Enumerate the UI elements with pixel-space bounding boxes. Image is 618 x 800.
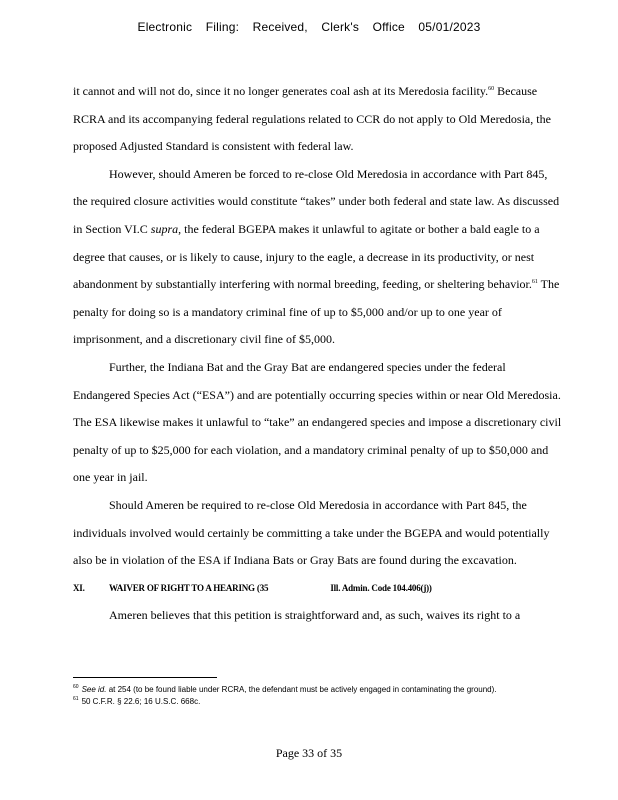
paragraph-text: Further, the Indiana Bat and the Gray Bat are endangered species under the federal Endangered Species Act (“ESA”) and are potentially occurring species within or near Old Meredosia. The ESA likewise makes it unlawful to “take” an endangered species and impose a discretionary civil penalty of up to $25,000 for each violation, and a mandatory criminal penalty of up to $50,000 and one year in jail.: [73, 359, 562, 485]
final-paragraph: Ameren believes that this petition is straightforward and, as such, waives its right to a: [109, 608, 521, 623]
section-heading: [73, 575, 563, 603]
footnote-divider: [73, 677, 217, 678]
footnote: [73, 696, 533, 707]
section-number: XI.: [73, 582, 85, 593]
footnote-number: 60: [73, 684, 79, 691]
body-paragraph: [73, 492, 563, 575]
body-paragraph: [73, 354, 563, 492]
footnote: [73, 684, 533, 695]
italic-text: supra: [150, 221, 179, 236]
footnote-signal: See id.: [81, 685, 107, 694]
paragraph-text: The penalty for doing so is a mandatory criminal fine of up to $5,000 and/or up to one year of imprisonment, and a discretionary civil fine of $5,000.: [73, 277, 560, 347]
footnote-text: at 254 (to be found liable under RCRA, the defendant must be actively engaged in contaminating the ground).: [106, 685, 497, 694]
page-number: Page 33 of 35: [275, 746, 343, 760]
body-paragraph: [73, 78, 563, 161]
footnote-text: 50 C.F.R. § 22.6; 16 U.S.C. 668c.: [81, 697, 201, 706]
filing-stamp-header: Electronic Filing: Received, Clerk's Office 05/01/2023: [137, 20, 481, 34]
body-paragraph: [73, 161, 563, 354]
section-citation: Ill. Admin. Code 104.406(j)): [330, 582, 432, 593]
footnote-reference: 60: [488, 86, 495, 92]
footnote-reference: 61: [531, 279, 538, 286]
paragraph-text: Because RCRA and its accompanying federal regulations related to CCR do not apply to Old Meredosia, the proposed Adjusted Standard is consistent with federal law.: [73, 84, 551, 154]
paragraph-text: it cannot and will not do, since it no longer generates coal ash at its Meredosia facility.: [73, 84, 489, 98]
paragraph-text: However, should Ameren be forced to re-close Old Meredosia in accordance with Part 845, the required closure activities would constitute “takes” under both federal and state law. As discussed in Section VI.C: [73, 166, 560, 236]
paragraph-text: Should Ameren be required to re-close Old Meredosia in accordance with Part 845, the individuals involved would certainly be committing a take under the BGEPA and would potentially also be in violation of the ESA if Indiana Bats or Gray Bats are found during the excavation.: [73, 497, 550, 568]
footnotes: [73, 684, 533, 708]
footnote-number: 61: [73, 696, 79, 703]
paragraph-text: , the federal BGEPA makes it unlawful to agitate or bother a bald eagle to a degree that causes, or is likely to cause, injury to the eagle, a decrease in its productivity, or nest abandonment by substantially interfering with normal breeding, feeding, or sheltering behavior.: [73, 221, 540, 292]
document-body: [73, 78, 563, 630]
section-title: WAIVER OF RIGHT TO A HEARING (35: [109, 582, 269, 593]
